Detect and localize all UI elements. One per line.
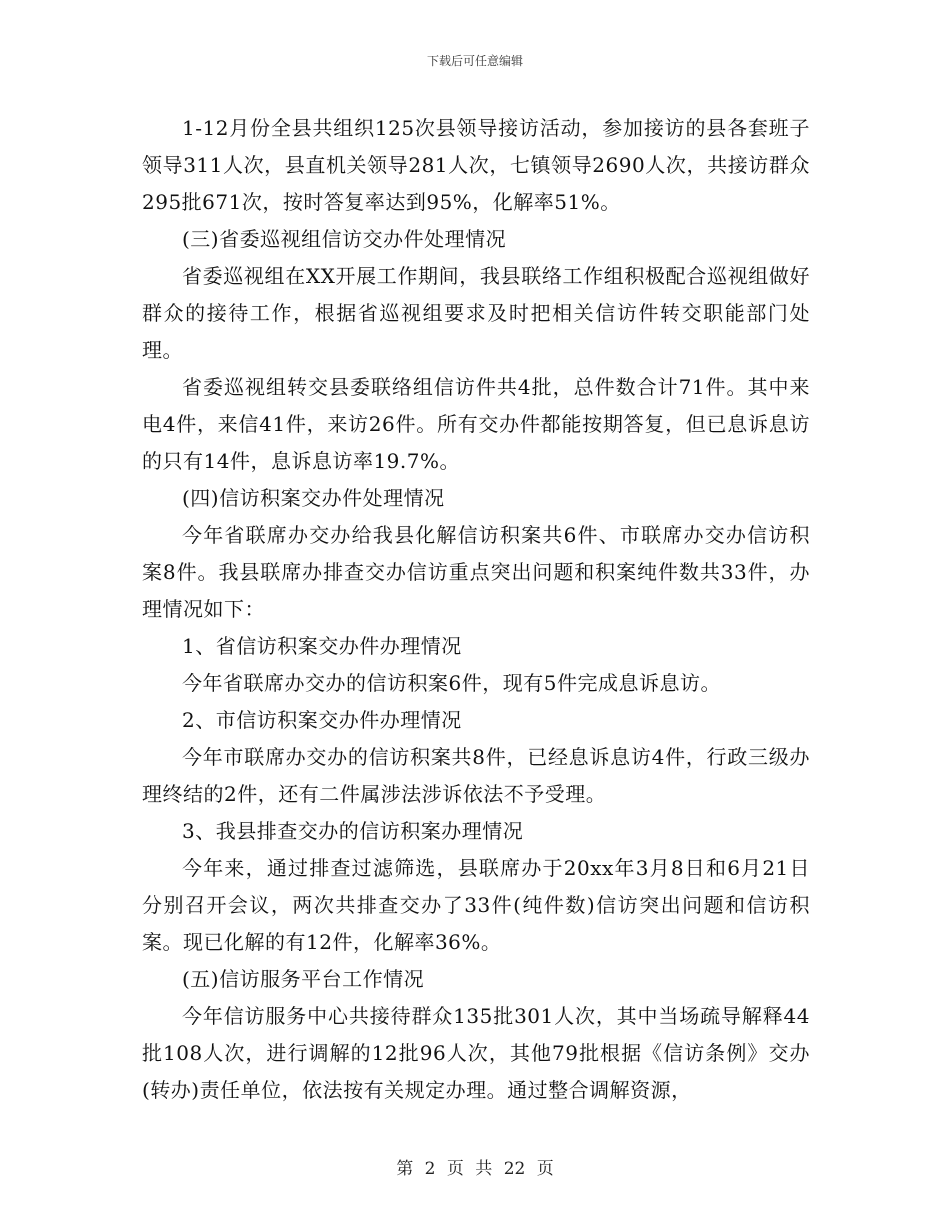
paragraph-service-platform: 今年信访服务中心共接待群众135批301人次，其中当场疏导解释44批108人次，进行调解的12批96人次，其他79批根据《信访条例》交办(转办)责任单位，依法按有关规定办理。通过整合调解资源， [142,1004,810,1102]
paragraph-backlog-summary: 今年省联席办交办给我县化解信访积案共6件、市联席办交办信访积案8件。我县联席办排查交办信访重点突出问题和积案纯件数共33件，办理情况如下： [142,523,810,621]
paragraph-provincial-backlog: 今年省联席办交办的信访积案6件，现有5件完成息诉息访。 [182,671,721,695]
paragraph-city-backlog: 今年市联席办交办的信访积案共8件，已经息诉息访4件，行政三级办理终结的2件，还有二件属涉法涉诉依法不予受理。 [142,745,810,806]
paragraph-inspection-cases: 省委巡视组转交县委联络组信访件共4批，总件数合计71件。其中来电4件，来信41件，来访26件。所有交办件都能按期答复，但已息诉息访的只有14件，息诉息访率19.7%。 [142,375,810,473]
page-footer: 第 2 页 共 22 页 [396,1159,554,1179]
subheading-county-backlog: 3、我县排查交办的信访积案办理情况 [182,819,524,843]
paragraph-county-backlog: 今年来，通过排查过滤筛选，县联席办于20xx年3月8日和6月21日分别召开会议，两次共排查交办了33件(纯件数)信访突出问题和信访积案。现已化解的有12件，化解率36%。 [142,856,810,954]
section-heading-3: (三)省委巡视组信访交办件处理情况 [182,227,507,251]
page-header: 下载后可任意编辑 [426,54,523,68]
paragraph-leader-visits: 1-12月份全县共组织125次县领导接访活动，参加接访的县各套班子领导311人次，县直机关领导281人次，七镇领导2690人次，共接访群众295批671次，按时答复率达到95%，化解率51%。 [142,116,810,214]
paragraph-inspection-cooperation: 省委巡视组在XX开展工作期间，我县联络工作组积极配合巡视组做好群众的接待工作，根据省巡视组要求及时把相关信访件转交职能部门处理。 [142,264,810,362]
section-heading-5: (五)信访服务平台工作情况 [182,967,425,991]
subheading-provincial-backlog: 1、省信访积案交办件办理情况 [182,634,462,658]
subheading-city-backlog: 2、市信访积案交办件办理情况 [182,708,462,732]
document-body [142,110,810,1109]
section-heading-4: (四)信访积案交办件处理情况 [182,486,445,510]
